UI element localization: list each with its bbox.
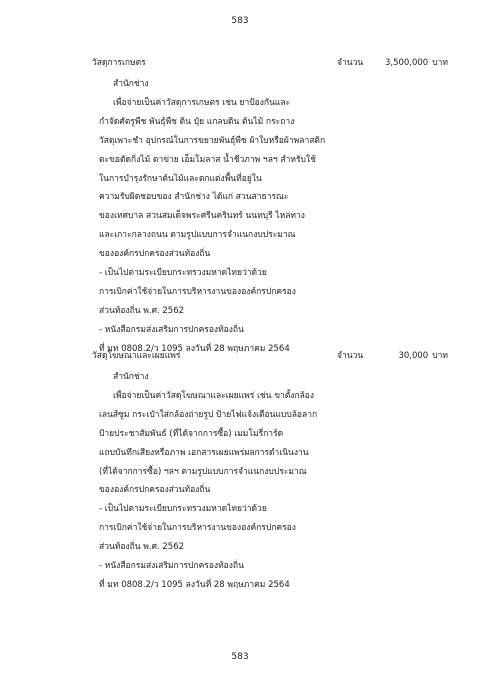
item-description — [99, 387, 480, 595]
description-line: ในการบำรุงรักษาต้นไม้และตกแต่งพื้นที่อยู่ใน — [99, 173, 262, 184]
description-line: วัสดุเพาะชำ อุปกรณ์ในการขยายพันธุ์พืช ผ้าใบหรือผ้าพลาสติก — [99, 135, 326, 146]
office-name: สำนักช่าง — [113, 372, 149, 382]
amount-unit: บาท — [432, 58, 448, 68]
description-line: ที่ มท 0808.2/ว 1095 ลงวันที่ 28 พฤษภาคม 2564 — [99, 579, 290, 590]
item-title: วัสดุโฆษณาและเผยแพร่ — [92, 351, 181, 361]
item-amount — [385, 55, 448, 69]
budget-item-advertising-supplies — [0, 348, 480, 595]
description-line: ตะขอตัดกิ่งไม้ ตาข่าย เอ็มโมลาส น้ำชีวภาพ ฯลฯ สำหรับใช้ — [99, 154, 316, 165]
description-line: แถบบันทึกเสียงหรือภาพ เอกสารเผยแพร่ผลการดำเนินงาน — [99, 447, 309, 458]
description-line: การเบิกค่าใช้จ่ายในการบริหารงานขององค์กรปกครอง — [99, 286, 296, 297]
description-line: กำจัดศัตรูพืช พันธุ์พืช ดิน ปุ๋ย แกลบดิน ต้นไม้ กระถาง — [99, 116, 295, 127]
description-line: - เป็นไปตามระเบียบกระทรวงมหาดไทยว่าด้วย — [99, 268, 267, 279]
amount-value: 3,500,000 — [384, 58, 429, 68]
description-line: ของเทศบาล สวนสมเด็จพระศรีนครินทร์ นนทบุรี ไหล่ทาง — [99, 211, 305, 222]
budget-item-agricultural-supplies — [0, 55, 480, 358]
description-line: เลนส์ซูม กระเป๋าใส่กล้องถ่ายรูป ป้ายไฟแจ้งเตือนแบบล้อลาก — [99, 409, 318, 420]
amount-value: 30,000 — [398, 351, 429, 361]
description-line: เพื่อจ่ายเป็นค่าวัสดุการเกษตร เช่น ยาป้องกันและ — [113, 98, 291, 108]
description-line: - หนังสือกรมส่งเสริมการปกครองท้องถิ่น — [99, 561, 244, 572]
office-name: สำนักช่าง — [113, 79, 149, 89]
item-description — [99, 94, 480, 358]
amount-unit: บาท — [432, 351, 448, 361]
description-line: ขององค์กรปกครองส่วนท้องถิ่น — [99, 485, 211, 496]
description-line: ส่วนท้องถิ่น พ.ศ. 2562 — [99, 542, 185, 553]
description-line: การเบิกค่าใช้จ่ายในการบริหารงานขององค์กรปกครอง — [99, 523, 296, 534]
quantity-label: จำนวน — [337, 351, 364, 361]
description-line: ขององค์กรปกครองส่วนท้องถิ่น — [99, 249, 211, 260]
page-number-bottom: 583 — [231, 652, 249, 662]
description-line: และเกาะกลางถนน ตามรูปแบบการจำแนกงบประมาณ — [99, 230, 296, 241]
description-line: - หนังสือกรมส่งเสริมการปกครองท้องถิ่น — [99, 324, 244, 335]
description-line: (ที่ได้จากการซื้อ) ฯลฯ ตามรูปแบบการจำแนกงบประมาณ — [99, 466, 307, 477]
item-amount — [398, 348, 448, 362]
quantity-label: จำนวน — [337, 58, 364, 68]
page-number-top: 583 — [231, 16, 249, 26]
description-line: ป้ายประชาสัมพันธ์ (ที่ได้จากการซื้อ) เมมโมรี่การ์ด — [99, 428, 284, 439]
description-line: ส่วนท้องถิ่น พ.ศ. 2562 — [99, 305, 185, 316]
description-line: เพื่อจ่ายเป็นค่าวัสดุโฆษณาและเผยแพร่ เช่น ขาตั้งกล้อง — [113, 391, 315, 401]
description-line: ที่ มท 0808.2/ว 1095 ลงวันที่ 28 พฤษภาคม 2564 — [99, 343, 290, 354]
item-title: วัสดุการเกษตร — [92, 58, 146, 68]
description-line: ความรับผิดชอบของ สำนักช่าง ได้แก่ สวนสาธารณะ — [99, 192, 289, 203]
item-header — [0, 55, 480, 73]
description-line: - เป็นไปตามระเบียบกระทรวงมหาดไทยว่าด้วย — [99, 504, 267, 515]
item-header — [0, 348, 480, 366]
